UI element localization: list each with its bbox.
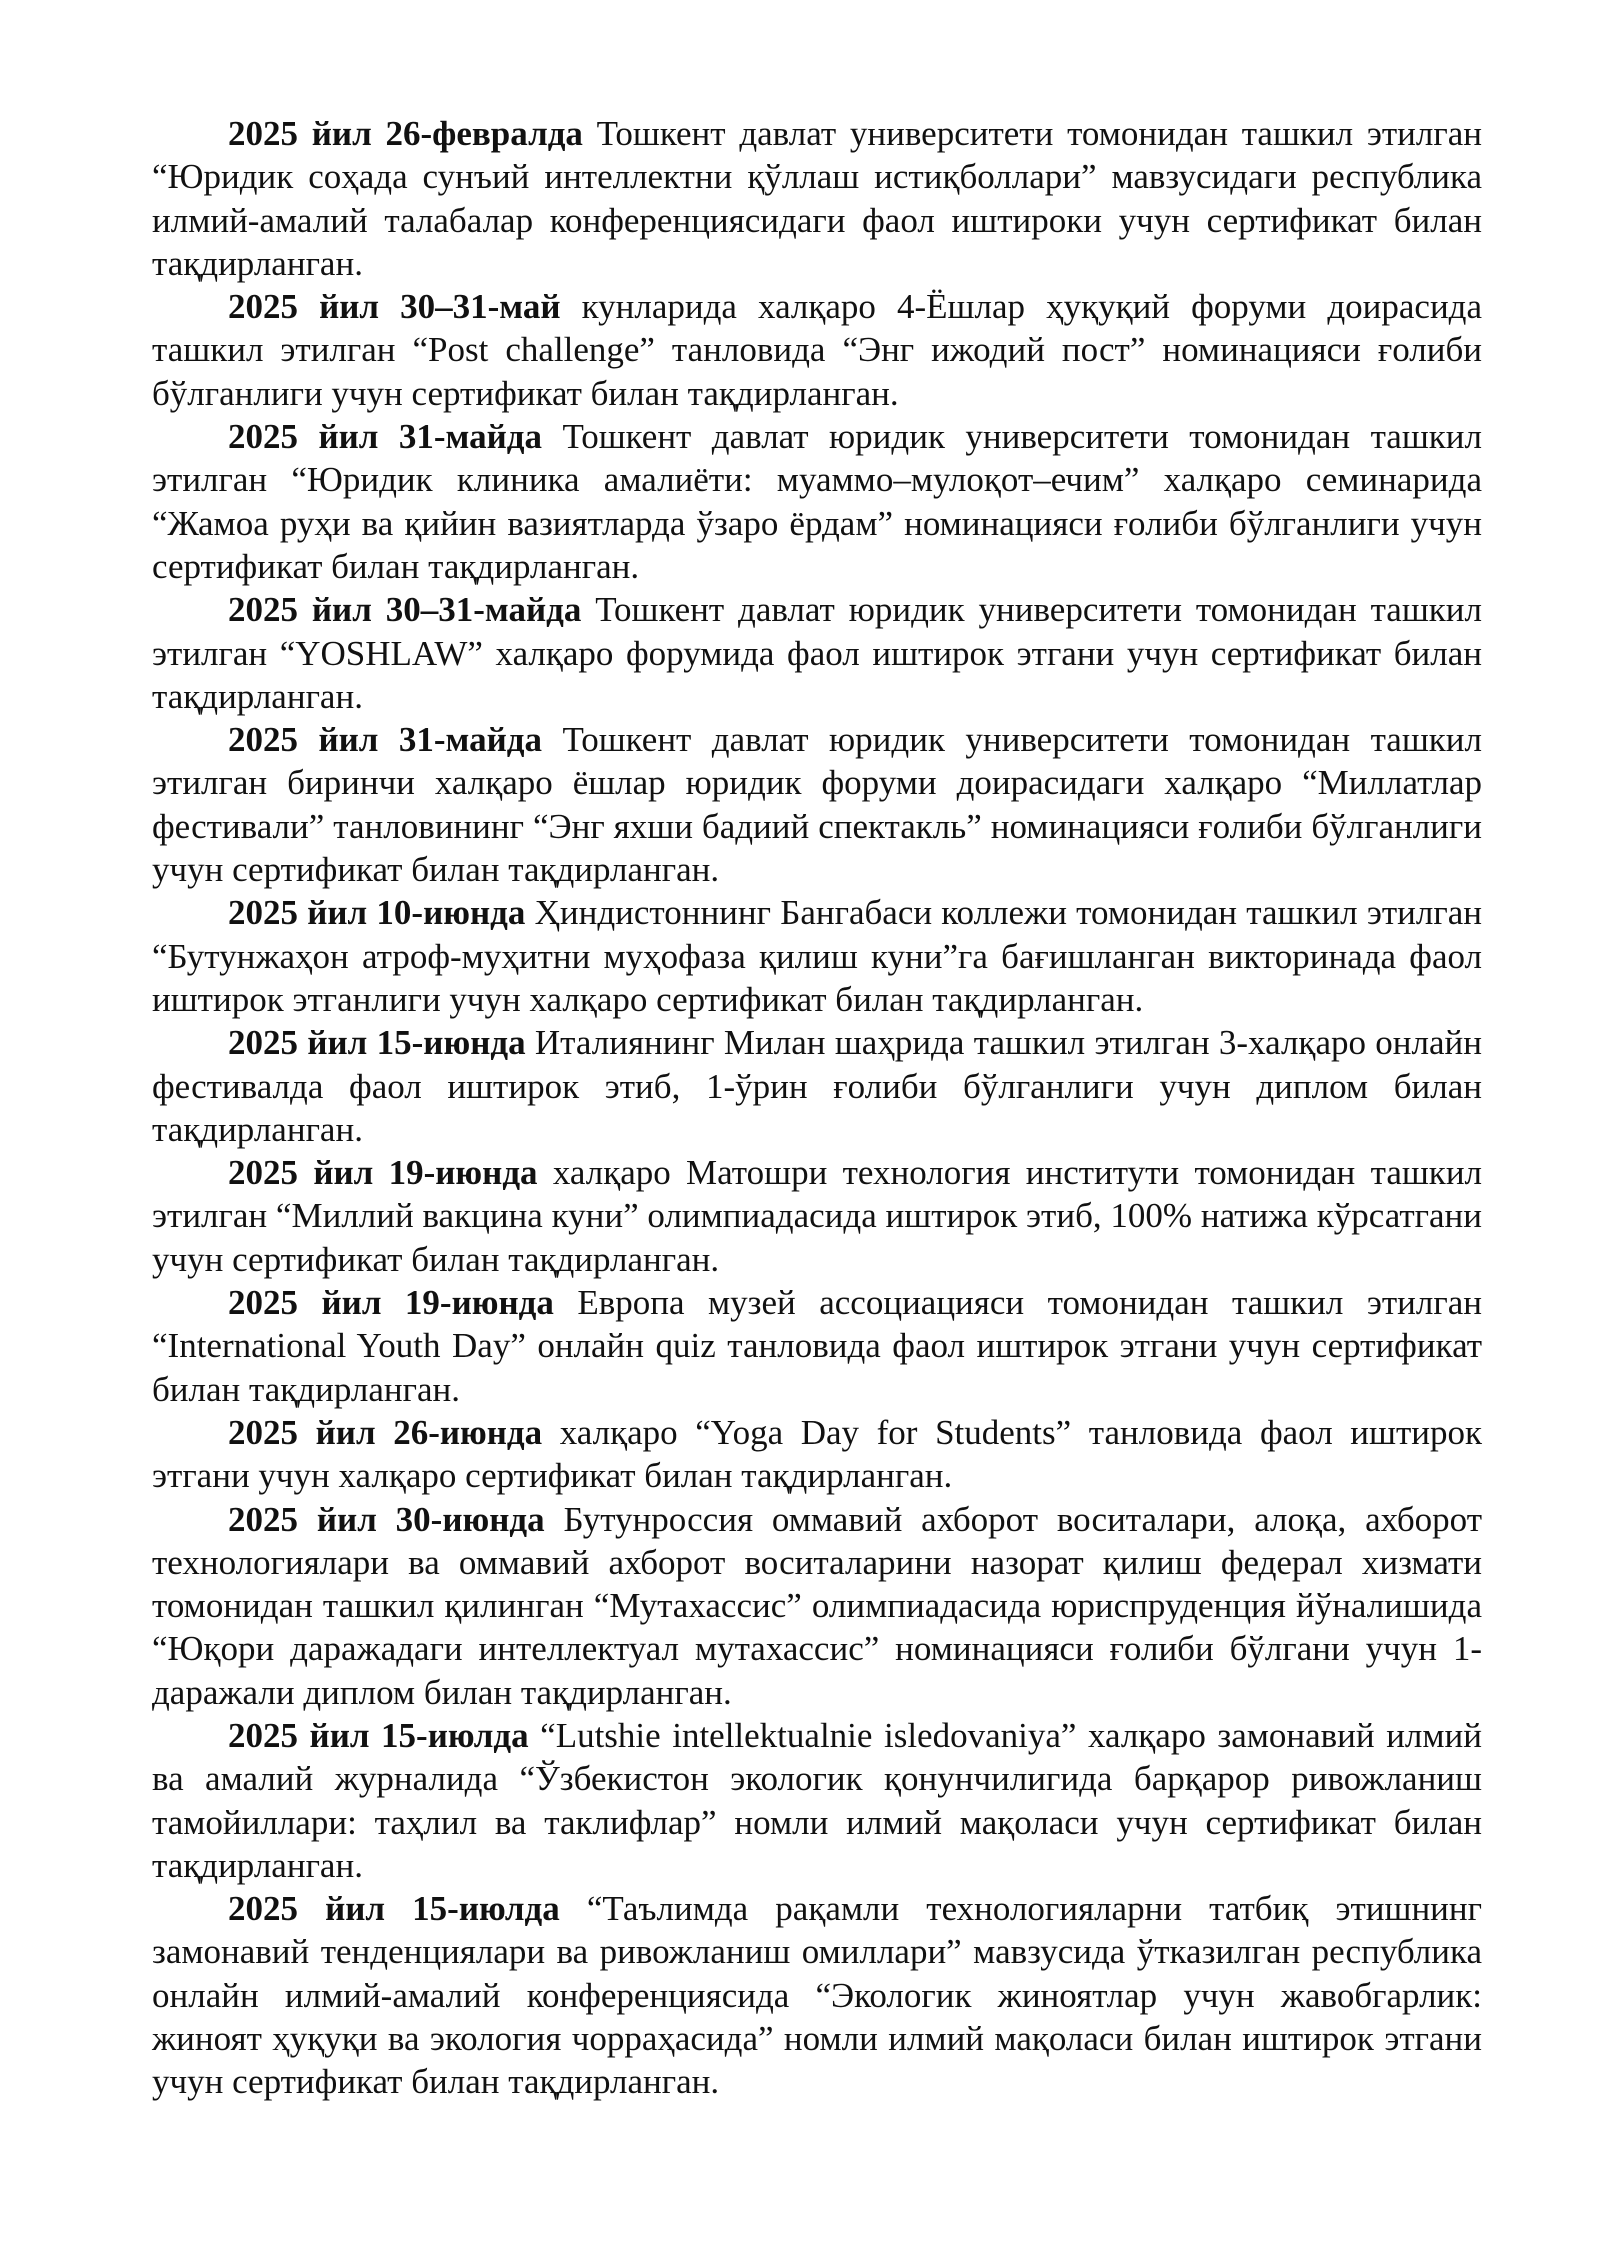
award-entry: [152, 1151, 1482, 1281]
entry-text: Европа музей ассоциацияси томонидан ташкил этилган “International Youth Day” онлайн quiz танловида фаол иштирок этгани учун сертификат билан тақдирланган.: [152, 1283, 1482, 1409]
entry-text: “Таълимда рақамли технологияларни татбиқ этишнинг замонавий тенденциялари ва ривожланиш омиллари” мавзусида ўтказилган республика онлайн илмий-амалий конференциясида “Экологик жиноятлар учун жавобгарлик: жиноят ҳуқуқи ва экология чорраҳасида” номли илмий мақоласи билан иштирок этгани учун сертификат билан тақдирланган.: [152, 1889, 1482, 2102]
entry-date: 2025 йил 26-февралда: [228, 114, 583, 153]
award-entry: [152, 1281, 1482, 1411]
entry-text: Тошкент давлат университети томонидан ташкил этилган “Юридик соҳада сунъий интеллектни қўллаш истиқболлари” мавзусидаги республика илмий-амалий талабалар конференциясидаги фаол иштироки учун сертификат билан тақдирланган.: [152, 114, 1482, 283]
entry-text: Тошкент давлат юридик университети томонидан ташкил этилган биринчи халқаро ёшлар юридик форуми доирасидаги халқаро “Миллатлар фестивали” танловининг “Энг яхши бадиий спектакль” номинацияси ғолиби бўлганлиги учун сертификат билан тақдирланган.: [152, 720, 1482, 890]
entry-date: 2025 йил 31-майда: [228, 417, 542, 457]
entry-date: 2025 йил 31-майда: [228, 720, 542, 760]
award-entry: [152, 718, 1482, 891]
entry-date: 2025 йил 19-июнда: [228, 1153, 538, 1193]
award-entry: [152, 112, 1482, 285]
entry-date: 2025 йил 15-июлда: [228, 1889, 560, 1929]
entry-date: 2025 йил 30-июнда: [228, 1499, 545, 1539]
entry-text: халқаро “Yoga Day for Students” танловида фаол иштирок этгани учун халқаро сертификат билан тақдирланган.: [152, 1412, 1482, 1496]
award-entry: [152, 285, 1482, 415]
entry-text: кунларида халқаро 4-Ёшлар ҳуқуқий форуми доирасида ташкил этилган “Post challenge” танловида “Энг ижодий пост” номинацияси ғолиби бўлганлиги учун сертификат билан тақдирланган.: [152, 287, 1483, 413]
entry-date: 2025 йил 26-июнда: [228, 1412, 543, 1452]
entry-text: “Lutshie intellektualnie isledovaniya” халқаро замонавий илмий ва амалий журналида “Ўзбекистон экологик қонунчилигида барқарор ривожланиш тамойиллари: таҳлил ва таклифлар” номли илмий мақоласи учун сертификат билан тақдирланган.: [152, 1715, 1482, 1885]
entry-date: 2025 йил 30–31-майда: [228, 590, 582, 630]
entry-text: Тошкент давлат юридик университети томонидан ташкил этилган “Юридик клиника амалиёти: муаммо–мулоқот–ечим” халқаро семинарида “Жамоа руҳи ва қийин вазиятларда ўзаро ёрдам” номинацияси ғолиби бўлганлиги учун сертификат билан тақдирланган.: [152, 417, 1482, 586]
entry-text: Бутунроссия оммавий ахборот воситалари, алоқа, ахборот технологиялари ва оммавий ахборот воситаларини назорат қилиш федерал хизмати томонидан ташкил қилинган “Мутахассис” олимпиадасида юриспруденция йўналишида “Юқори даражадаги интеллектуал мутахассис” номинацияси ғолиби бўлгани учун 1-даражали диплом билан тақдирланган.: [152, 1499, 1482, 1712]
entry-date: 2025 йил 30–31-май: [228, 287, 561, 327]
award-entry: [152, 415, 1482, 588]
entry-text: Тошкент давлат юридик университети томонидан ташкил этилган “YOSHLAW” халқаро форумида фаол иштирок этгани учун сертификат билан тақдирланган.: [152, 590, 1482, 716]
award-entry: [152, 588, 1482, 718]
award-entry: [152, 891, 1482, 1021]
award-entry: [152, 1714, 1482, 1887]
document-page: [152, 112, 1482, 2104]
entry-date: 2025 йил 15-июлда: [228, 1715, 529, 1755]
entry-text: халқаро Матошри технология институти томонидан ташкил этилган “Миллий вакцина куни” олимпиадасида иштирок этиб, 100% натижа кўрсатгани учун сертификат билан тақдирланган.: [152, 1153, 1483, 1279]
award-entry: [152, 1411, 1482, 1498]
entry-date: 2025 йил 10-июнда: [228, 893, 526, 933]
award-entry: [152, 1021, 1482, 1151]
entry-text: Ҳиндистоннинг Бангабаси коллежи томонидан ташкил этилган “Бутунжаҳон атроф-муҳитни муҳофаза қилиш куни”га бағишланган викторинада фаол иштирок этганлиги учун халқаро сертификат билан тақдирланган.: [152, 893, 1483, 1019]
award-entry: [152, 1498, 1482, 1714]
entry-date: 2025 йил 19-июнда: [228, 1283, 554, 1323]
entry-text: Италиянинг Милан шаҳрида ташкил этилган 3-халқаро онлайн фестивалда фаол иштирок этиб, 1-ўрин ғолиби бўлганлиги учун диплом билан тақдирланган.: [152, 1023, 1482, 1149]
award-entry: [152, 1887, 1482, 2103]
entry-date: 2025 йил 15-июнда: [228, 1023, 526, 1063]
